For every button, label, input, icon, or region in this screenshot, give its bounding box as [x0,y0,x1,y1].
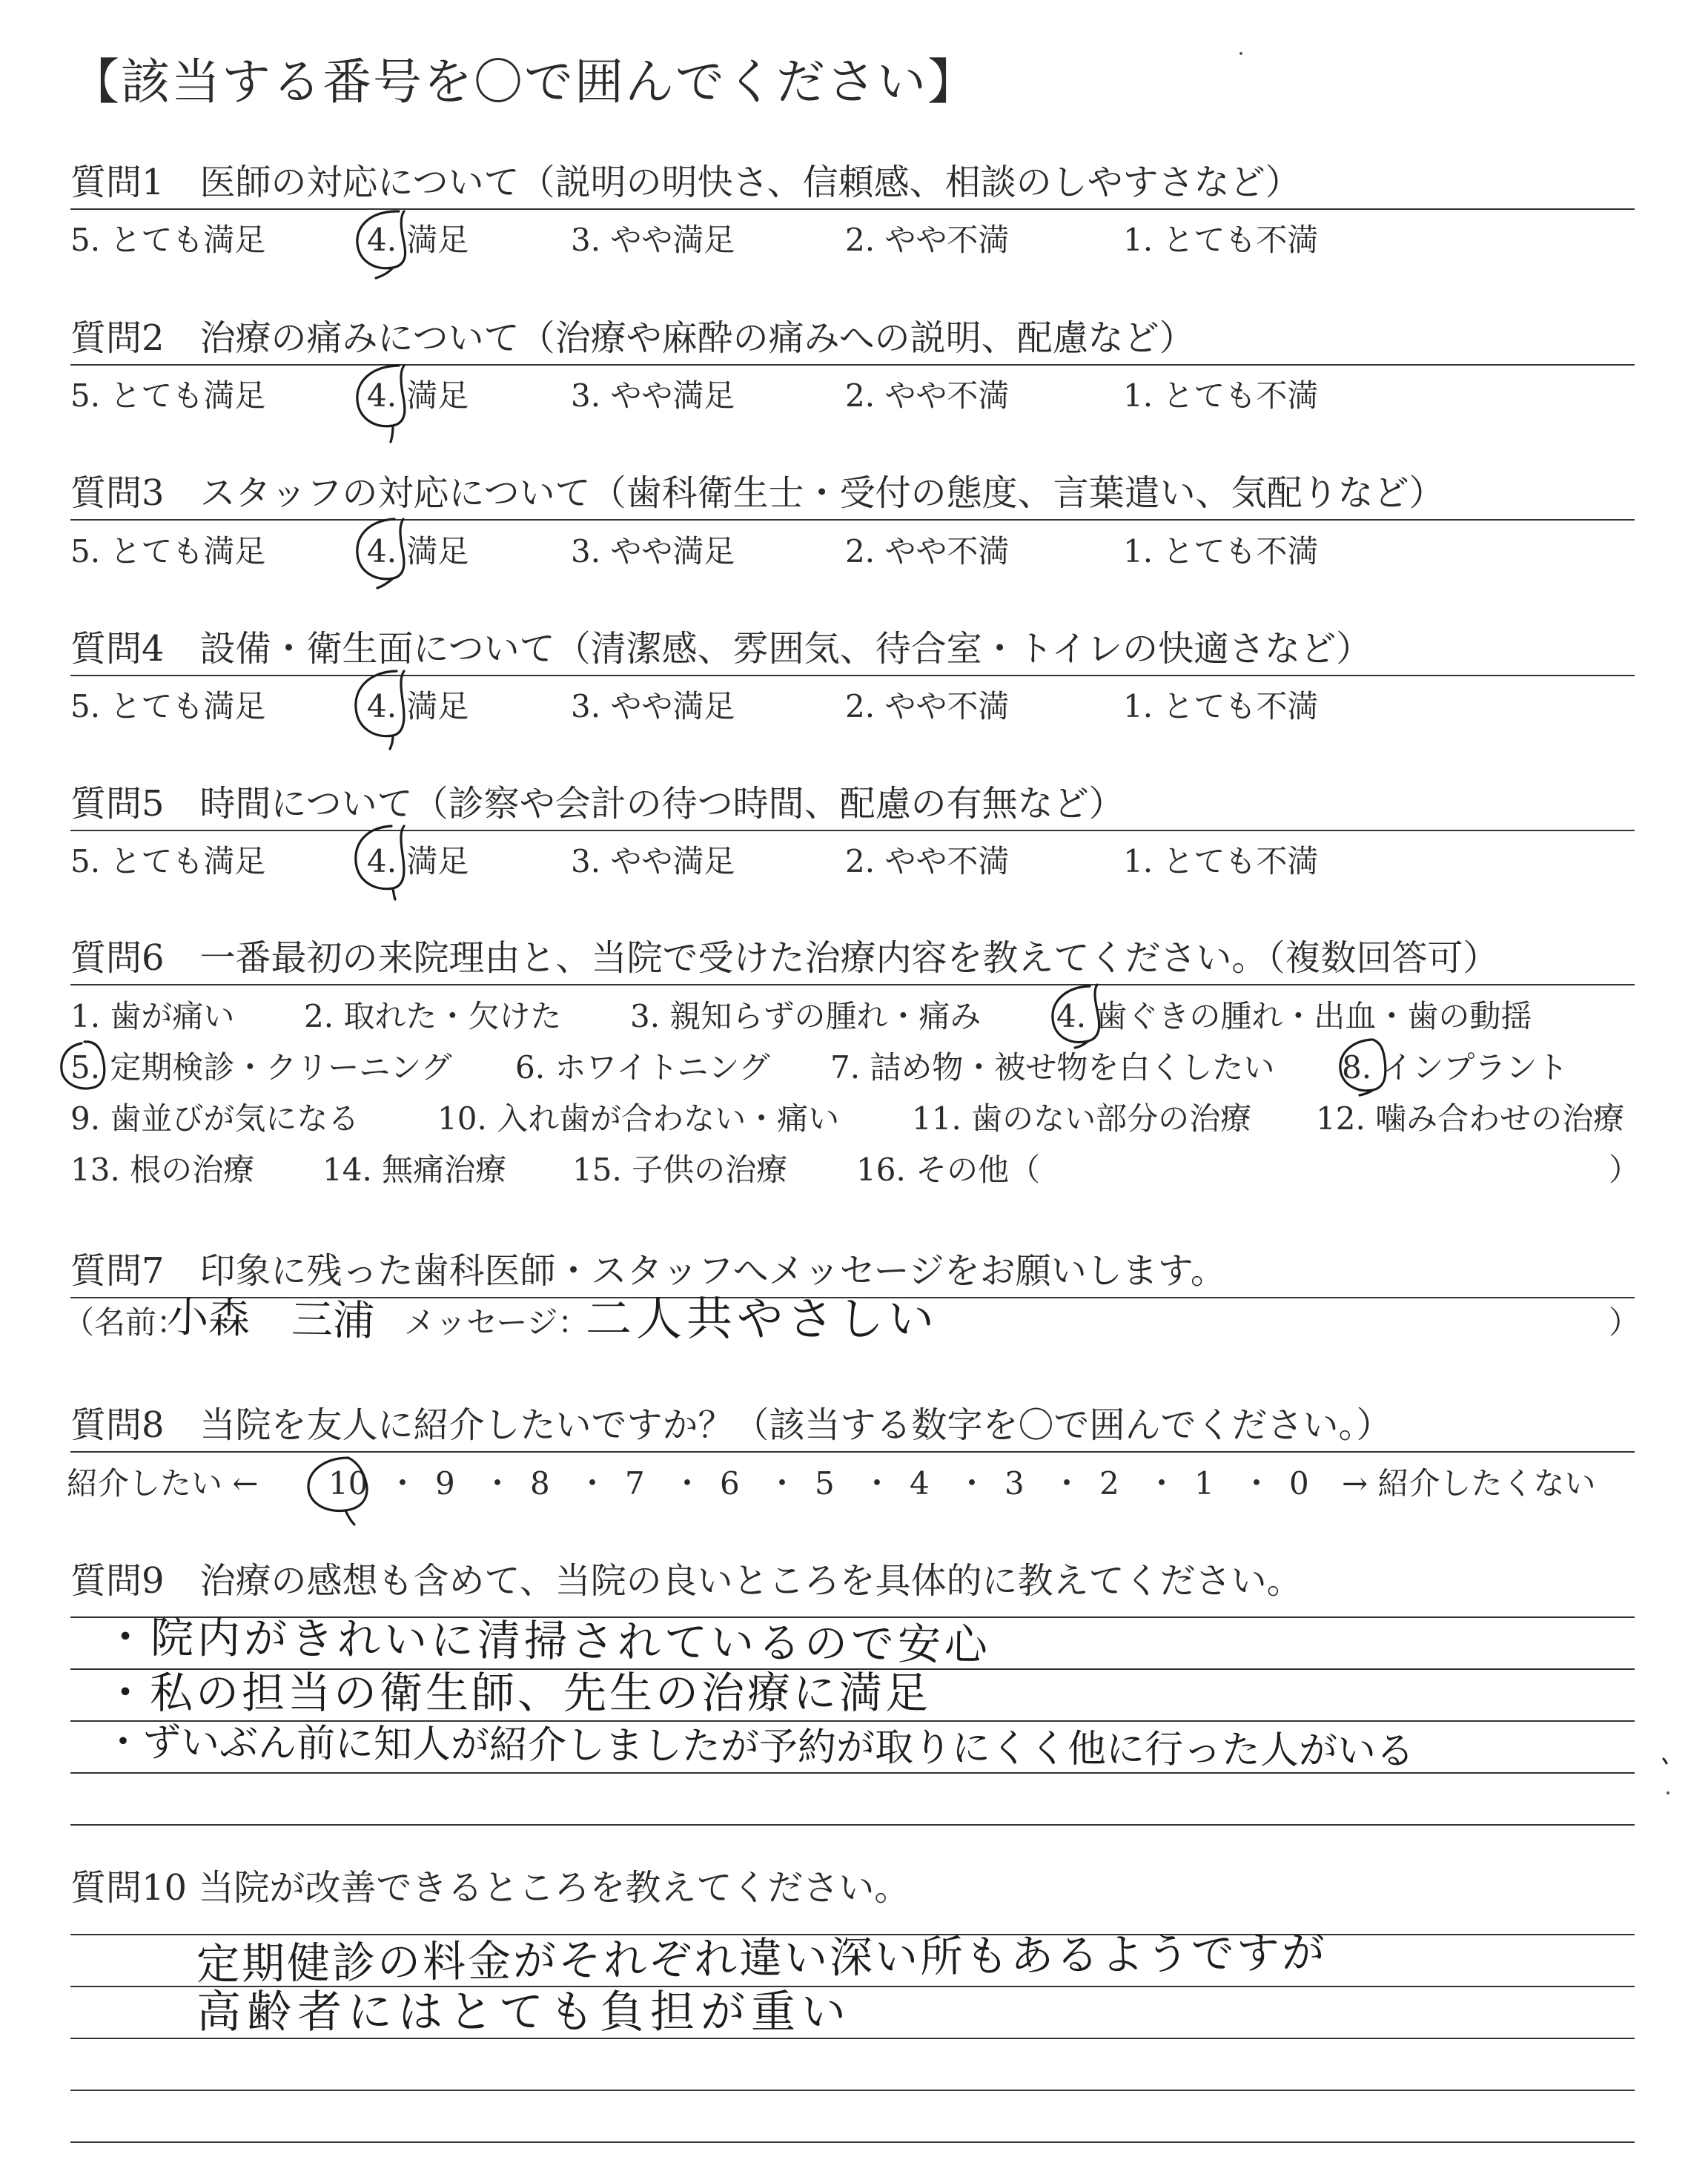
q8-score-0[interactable]: 0 [1289,1465,1309,1502]
q8-score-2[interactable]: 2 [1099,1465,1119,1502]
q8-score-8[interactable]: 8 [530,1465,550,1502]
q5-option-5[interactable]: 5. とても満足 [70,843,266,879]
q6-rule [70,984,1635,985]
q8-score-3[interactable]: 3 [1004,1465,1025,1502]
q3-option-4[interactable]: 4. 満足 [367,533,469,569]
q6-title: 質問6 一番最初の来院理由と、当院で受けた治療内容を教えてください。（複数回答可） [70,937,1499,979]
q1-option-2[interactable]: 2. やや不満 [845,222,1010,258]
q9-line-5 [70,1824,1635,1826]
q2-option-2[interactable]: 2. やや不満 [845,377,1010,414]
q8-score-9[interactable]: 9 [435,1465,455,1502]
q1-option-5[interactable]: 5. とても満足 [70,222,266,258]
q1-rule [70,208,1635,210]
q6-option-10[interactable]: 10. 入れ歯が合わない・痛い [437,1100,840,1137]
q1-option-1[interactable]: 1. とても不満 [1123,222,1319,258]
q5-option-1[interactable]: 1. とても不満 [1123,843,1319,879]
q3-option-1[interactable]: 1. とても不満 [1123,533,1319,569]
sheet-heading: 【該当する番号を〇で囲んでください】 [70,53,978,110]
q8-score-10[interactable]: 10 [328,1465,368,1502]
q8-separator: ・ [482,1465,514,1502]
q8-separator: ・ [1241,1465,1273,1502]
q2-option-5[interactable]: 5. とても満足 [70,377,266,414]
q4-option-1[interactable]: 1. とても不満 [1123,688,1319,724]
q10-line-5 [70,2141,1635,2143]
q6-option-1[interactable]: 1. 歯が痛い [70,998,235,1034]
q6-option-8[interactable]: 8. インプラント [1342,1049,1569,1086]
q8-separator: ・ [387,1465,419,1502]
q1-option-4[interactable]: 4. 満足 [367,222,469,258]
q7-name-label: （名前： [63,1304,188,1341]
q8-right-label: → 紹介したくない [1342,1465,1596,1502]
q10-title: 質問10 当院が改善できるところを教えてください。 [70,1867,910,1909]
q8-score-5[interactable]: 5 [815,1465,835,1502]
q8-rule [70,1451,1635,1453]
q7-message-label: メッセージ： [404,1304,589,1341]
q7-handwritten-message: 二人共やさしい [586,1292,939,1346]
q3-option-2[interactable]: 2. やや不満 [845,533,1010,569]
q3-rule [70,519,1635,521]
q8-title: 質問8 当院を友人に紹介したいですか？（該当する数字を〇で囲んでください。） [70,1404,1392,1446]
q4-option-2[interactable]: 2. やや不満 [845,688,1010,724]
q2-option-1[interactable]: 1. とても不満 [1123,377,1319,414]
q8-separator: ・ [767,1465,798,1502]
q6-option-11[interactable]: 11. 歯のない部分の治療 [912,1100,1252,1137]
q4-option-5[interactable]: 5. とても満足 [70,688,266,724]
q10-handwritten-line-1: 定期健診の料金がそれぞれ違い深い所もあるようですが [196,1927,1328,1989]
q7-handwritten-name: 小森 三浦 [166,1293,375,1346]
q8-separator: ・ [1051,1465,1083,1502]
q5-option-2[interactable]: 2. やや不満 [845,843,1010,879]
q6-other-close-paren: ） [1609,1152,1641,1188]
q8-separator: ・ [1146,1465,1178,1502]
q2-option-4[interactable]: 4. 満足 [367,377,469,414]
q9-handwritten-line-1: ・院内がきれいに清掃されているので安心 [103,1611,992,1671]
q9-end-dot-mark [1664,1759,1666,1763]
q6-option-2[interactable]: 2. 取れた・欠けた [304,998,562,1034]
q6-option-3[interactable]: 3. 親知らずの腫れ・痛み [630,998,982,1034]
q7-close-paren: ） [1609,1304,1641,1341]
q6-option-13[interactable]: 13. 根の治療 [70,1152,255,1188]
q8-separator: ・ [577,1465,609,1502]
q3-title: 質問3 スタッフの対応について（歯科衛生士・受付の態度、言葉遣い、気配りなど） [70,472,1445,514]
q8-score-7[interactable]: 7 [625,1465,645,1502]
q8-score-1[interactable]: 1 [1194,1465,1214,1502]
q8-score-4[interactable]: 4 [910,1465,930,1502]
q4-option-4[interactable]: 4. 満足 [367,688,469,724]
q6-option-12[interactable]: 12. 噛み合わせの治療 [1316,1100,1625,1137]
q8-left-label: 紹介したい ← [67,1465,259,1502]
q6-option-4[interactable]: 4. 歯ぐきの腫れ・出血・歯の動揺 [1056,998,1532,1034]
q6-option-14[interactable]: 14. 無痛治療 [322,1152,507,1188]
q6-option-7[interactable]: 7. 詰め物・被せ物を白くしたい [830,1049,1275,1086]
q4-title: 質問4 設備・衛生面について（清潔感、雰囲気、待合室・トイレの快適さなど） [70,628,1372,670]
q6-option-6[interactable]: 6. ホワイトニング [515,1049,770,1086]
q2-rule [70,364,1635,366]
q6-option-16[interactable]: 16. その他（ [856,1152,1041,1188]
q4-option-3[interactable]: 3. やや満足 [571,688,735,724]
scan-speck [1239,52,1242,55]
q8-score-6[interactable]: 6 [720,1465,740,1502]
q7-title: 質問7 印象に残った歯科医師・スタッフへメッセージをお願いします。 [70,1250,1226,1292]
q9-handwritten-line-2: ・私の担当の衛生師、先生の治療に満足 [104,1668,932,1718]
q6-option-5[interactable]: 5. 定期検診・クリーニング [70,1049,452,1086]
q5-option-3[interactable]: 3. やや満足 [571,843,735,879]
q5-rule [70,830,1635,831]
q9-title: 質問9 治療の感想も含めて、当院の良いところを具体的に教えてください。 [70,1560,1302,1602]
q10-line-4 [70,2090,1635,2091]
q5-option-4[interactable]: 4. 満足 [367,843,469,879]
q6-option-15[interactable]: 15. 子供の治療 [572,1152,788,1188]
q2-title: 質問2 治療の痛みについて（治療や麻酔の痛みへの説明、配慮など） [70,317,1195,359]
q8-separator: ・ [956,1465,988,1502]
q10-handwritten-line-2: 高齢者にはとても負担が重い [196,1986,852,2038]
q8-separator: ・ [861,1465,893,1502]
q9-handwritten-line-3: ・ずいぶん前に知人が紹介しましたが予約が取りにくく他に行った人がいる [103,1720,1415,1774]
scan-speck [1666,1791,1669,1794]
q2-option-3[interactable]: 3. やや満足 [571,377,735,414]
q4-rule [70,675,1635,676]
q8-separator: ・ [672,1465,704,1502]
q3-option-3[interactable]: 3. やや満足 [571,533,735,569]
q3-option-5[interactable]: 5. とても満足 [70,533,266,569]
q5-title: 質問5 時間について（診察や会計の待つ時間、配慮の有無など） [70,783,1125,825]
q6-option-9[interactable]: 9. 歯並びが気になる [70,1100,360,1137]
q1-option-3[interactable]: 3. やや満足 [571,222,735,258]
q1-title: 質問1 医師の対応について（説明の明快さ、信頼感、相談のしやすさなど） [70,162,1301,203]
